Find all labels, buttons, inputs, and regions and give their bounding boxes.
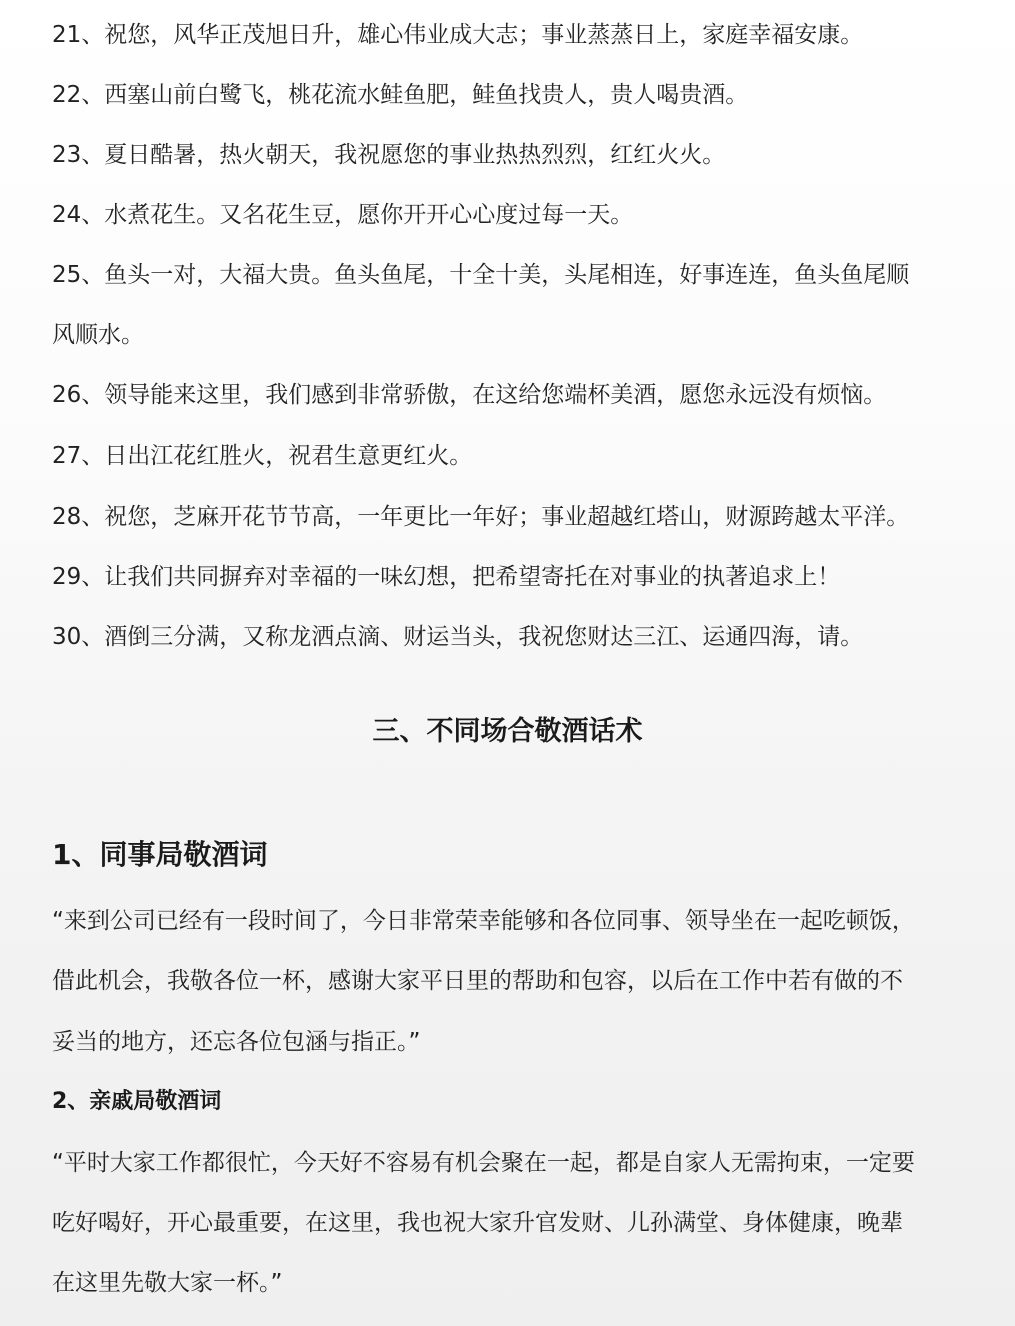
wish-line-29: 29、让我们共同摒弃对幸福的一味幻想，把希望寄托在对事业的执著追求上！ xyxy=(52,564,841,590)
section-title: 三、不同场合敬酒话术 xyxy=(372,716,643,747)
relatives-toast-line-1: “平时大家工作都很忙，今天好不容易有机会聚在一起，都是自家人无需拘束，一定要 xyxy=(52,1150,915,1176)
colleagues-toast-line-1: “来到公司已经有一段时间了，今日非常荣幸能够和各位同事、领导坐在一起吃顿饭， xyxy=(52,908,915,934)
subsection-title-relatives: 2、亲戚局敬酒词 xyxy=(52,1089,222,1114)
colleagues-toast-line-2: 借此机会，我敬各位一杯，感谢大家平日里的帮助和包容，以后在工作中若有做的不 xyxy=(52,968,903,994)
relatives-toast-line-3: 在这里先敬大家一杯。” xyxy=(52,1270,283,1296)
wish-line-25: 25、鱼头一对，大福大贵。鱼头鱼尾，十全十美，头尾相连，好事连连，鱼头鱼尾顺 xyxy=(52,262,910,288)
wish-line-21: 21、祝您，风华正茂旭日升，雄心伟业成大志；事业蒸蒸日上，家庭幸福安康。 xyxy=(52,22,864,48)
wish-line-22: 22、西塞山前白鹭飞，桃花流水鲑鱼肥，鲑鱼找贵人，贵人喝贵酒。 xyxy=(52,82,749,108)
relatives-toast-line-2: 吃好喝好，开心最重要，在这里，我也祝大家升官发财、儿孙满堂、身体健康，晚辈 xyxy=(52,1210,903,1236)
subsection-title-colleagues: 1、同事局敬酒词 xyxy=(52,838,268,871)
wish-line-28: 28、祝您，芝麻开花节节高，一年更比一年好；事业超越红塔山，财源跨越太平洋。 xyxy=(52,504,910,530)
wish-line-25-continued: 风顺水。 xyxy=(52,322,144,348)
wish-line-24: 24、水煮花生。又名花生豆，愿你开开心心度过每一天。 xyxy=(52,202,634,228)
wish-line-27: 27、日出江花红胜火，祝君生意更红火。 xyxy=(52,443,473,469)
wish-line-30: 30、酒倒三分满，又称龙洒点滴、财运当头，我祝您财达三江、运通四海，请。 xyxy=(52,624,864,650)
colleagues-toast-line-3: 妥当的地方，还忘各位包涵与指正。” xyxy=(52,1029,421,1055)
wish-line-23: 23、夏日酷暑，热火朝天，我祝愿您的事业热热烈烈，红红火火。 xyxy=(52,142,726,168)
wish-line-26: 26、领导能来这里，我们感到非常骄傲，在这给您端杯美酒，愿您永远没有烦恼。 xyxy=(52,382,887,408)
